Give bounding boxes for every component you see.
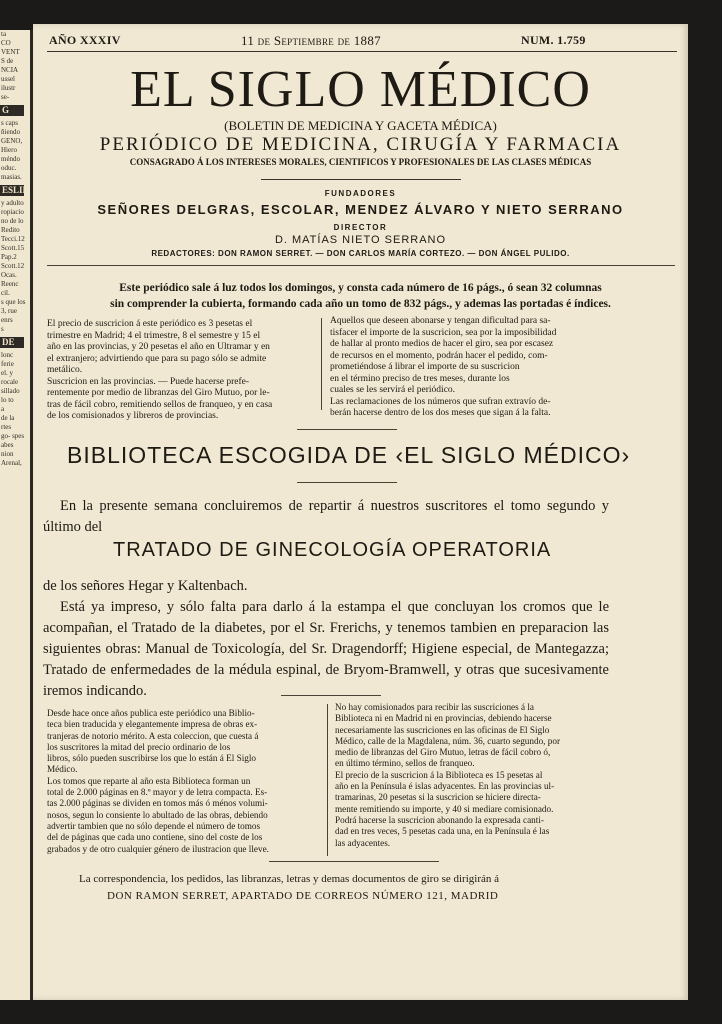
terms-left-line: rentemente por medio de libranzas del Giro Mutuo, por le- <box>47 388 270 398</box>
masthead-bottom-rule <box>47 265 675 266</box>
edge-fragment: cil. <box>1 289 10 297</box>
redactores-line: REDACTORES: DON RAMON SERRET. — DON CARLOS MARÍA CORTEZO. — DON ÁNGEL PULIDO. <box>151 249 570 258</box>
edge-fragment: de la <box>1 414 15 422</box>
biblioteca-body: Está ya impreso, y sólo falta para darlo á la estampa el que concluyan los cromos que le acompañan, el Tratado de la diabetes, por el Sr. Frerichs, y tenemos tambien en preparacion las siguientes obras: Manual de Toxicología, del Sr. Dragendorff; Higiene especial, de Mantegazza; Tratado de enfermedades de la médula espinal, de Bryom-Bramwell, y otras que sucesivamente iremos indicando. <box>43 599 609 699</box>
terms-left-line: El precio de suscricion á este periódico es 3 pesetas el <box>47 319 253 329</box>
edge-fragment: CO <box>1 39 11 47</box>
bottom-divider <box>327 704 328 856</box>
edge-fragment: DE <box>0 337 24 348</box>
biblioteca-left-line: nosos, segun lo consiente lo abultado de las obras, debiendo <box>47 809 268 820</box>
edge-fragment: VENT <box>1 48 20 56</box>
edge-fragment: lo to <box>1 396 14 404</box>
masthead-periodico: PERIÓDICO DE MEDICINA, CIRUGÍA Y FARMACIA <box>99 134 622 155</box>
terms-right-line: prometiéndose á librar el importe de su suscricion <box>330 362 520 372</box>
biblioteca-right-line: Podrá hacerse la suscricion abonando la expresada canti- <box>335 814 544 825</box>
biblioteca-heading: BIBLIOTECA ESCOGIDA DE ‹EL SIGLO MÉDICO› <box>67 442 631 468</box>
edge-fragment: s <box>1 325 4 333</box>
masthead-rule <box>261 179 461 180</box>
edge-fragment: ferie <box>1 360 14 368</box>
edge-fragment: oduc. <box>1 164 17 172</box>
edge-fragment: s que los <box>1 298 26 306</box>
biblioteca-left-line: Los tomos que reparte al año esta Biblioteca forman un <box>47 775 251 786</box>
section-rule-lower <box>281 695 381 696</box>
edge-fragment: ilustr <box>1 84 16 92</box>
edge-fragment: Arenal, <box>1 459 22 467</box>
terms-right-line: de recursos en el momento, podrán hacer el pedido, com- <box>330 350 548 361</box>
biblioteca-left-line: del de páginas que cada uno contiene, sino del coste de los <box>47 832 263 843</box>
terms-right-line: Las reclamaciones de los números que sufran extravío de- <box>330 396 551 407</box>
biblioteca-left-column <box>47 708 319 855</box>
intro-line-2: sin comprender la cubierta, formando cada año un tomo de 832 págs., y ademas las portadas é índices. <box>110 298 611 310</box>
issue-date: 11 de Septiembre de 1887 <box>241 33 381 48</box>
biblioteca-right-line: tramarinas, 20 pesetas si la suscricion se hiciere directa- <box>335 792 541 803</box>
edge-fragment: NCIA <box>1 66 19 74</box>
biblioteca-left-line: Desde hace once años publica este periódico una Biblio- <box>47 708 255 718</box>
edge-fragment: ESLIE <box>2 185 29 195</box>
biblioteca-left-line: tranjeras de notorio mérito. A esta coleccion, que cuesta á <box>47 730 259 741</box>
biblioteca-right-line: No hay comisionados para recibir las suscriciones á la <box>335 702 534 712</box>
terms-left-line: año en las provincias, y 20 pesetas el año en Ultramar y en <box>47 342 270 352</box>
footer-rule <box>269 861 439 862</box>
masthead-title: EL SIGLO MÉDICO <box>130 61 591 118</box>
biblioteca-left-line: los suscritores la mitad del precio ordinario de los <box>47 741 231 752</box>
terms-left-column <box>47 319 315 423</box>
terms-right-line: de hallar al pronto medios de hacer el giro, sea por escasez <box>330 339 554 349</box>
edge-fragment: Hiero <box>1 146 17 154</box>
edge-fragment: nion <box>1 450 14 458</box>
terms-right-line: tisfacer el importe de la suscricion, sea por la imposibilidad <box>330 327 557 338</box>
biblioteca-right-column <box>335 702 611 849</box>
biblioteca-authors: de los señores Hegar y Kaltenbach. <box>43 578 248 594</box>
biblioteca-intro: En la presente semana concluiremos de repartir á nuestros suscritores el tomo segundo y último del <box>43 498 609 535</box>
edge-fragment: rtes <box>1 423 12 431</box>
edge-fragment: enrs <box>1 316 13 324</box>
edge-fragment: el. y <box>1 369 14 377</box>
edge-fragment: s caps <box>1 119 18 127</box>
biblioteca-left-line: teca bien traducida y elegantemente impresa de obras ex- <box>47 719 258 730</box>
footer-line-2: DON RAMON SERRET, APARTADO DE CORREOS NÚMERO 121, MADRID <box>107 890 499 902</box>
edge-fragment: 3, rue <box>1 307 17 315</box>
terms-left-line: trimestre en Madrid; 4 el trimestre, 8 el semestre y 15 el <box>47 330 261 341</box>
edge-fragment: GENO, <box>1 137 23 145</box>
biblioteca-right-line: El precio de la suscricion á la Biblioteca es 15 pesetas al <box>335 769 543 780</box>
tratado-title: TRATADO DE GINECOLOGÍA OPERATORIA <box>113 539 552 561</box>
edge-fragment: Reenc <box>1 280 19 288</box>
biblioteca-right-line: medio de libranzas del Giro Mutuo, letras de fácil cobro ó, <box>335 747 551 758</box>
biblioteca-right-line: las adyacentes. <box>335 837 391 848</box>
masthead-subtitle: (BOLETIN DE MEDICINA Y GACETA MÉDICA) <box>224 118 497 133</box>
edge-fragment: ta <box>1 30 7 38</box>
edge-fragment: no de lo <box>1 217 24 225</box>
terms-left-line: de los comisionados y libreros de provincias. <box>47 411 219 421</box>
edge-fragment: Pap.2 <box>1 253 17 261</box>
terms-left-line: tras de fácil cobro, remitiendo sellos de franqueo, y en casa <box>47 399 273 410</box>
edge-fragment: masias. <box>1 173 22 181</box>
terms-right-line: en el término preciso de tres meses, durante los <box>330 373 510 384</box>
terms-right-line: cuales se les servirá el periódico. <box>330 385 456 395</box>
biblioteca-right-line: dad en tres veces, 5 pesetas cada una, en la Península é las <box>335 826 550 837</box>
biblioteca-left-line: advertir tambien que no sólo depende el número de tomos <box>47 820 261 831</box>
edge-fragment: G <box>0 105 24 116</box>
biblioteca-left-line: libros, sólo pueden suscribirse los que lo están á El Siglo <box>47 753 256 764</box>
terms-divider <box>321 318 322 410</box>
intro-line-1: Este periódico sale á luz todos los domingos, y consta cada número de 16 págs., ó sean 32 columnas <box>119 282 602 294</box>
edge-fragment: rocale <box>1 378 19 386</box>
terms-left-line: metálico. <box>47 365 83 375</box>
edge-fragment: ñiendo <box>1 128 21 136</box>
biblioteca-left-line: Médico. <box>47 764 78 775</box>
biblioteca-left-line: tas 2.000 páginas se dividen en tomos más ó ménos volumi- <box>47 798 268 809</box>
biblioteca-right-line: Biblioteca ni en Madrid ni en provincias, debiendo hacerse <box>335 713 552 724</box>
biblioteca-right-line: año en la Península é islas adyacentes. En las provincias ul- <box>335 781 555 792</box>
section-rule-bottom <box>297 482 397 483</box>
biblioteca-left-line: grabados y de otro cualquier género de ilustracion que lleve. <box>47 843 269 854</box>
biblioteca-right-line: mente remitiendo su importe, y 40 si mediare comisionado. <box>335 803 554 814</box>
masthead-consagrado: CONSAGRADO Á LOS INTERESES MORALES, CIENTIFICOS Y PROFESIONALES DE LAS CLASES MÉDICAS <box>129 157 592 167</box>
biblioteca-right-line: en último término, sellos de franqueo. <box>335 758 475 769</box>
terms-left-line: Suscricion en las provincias. — Puede hacerse prefe- <box>47 376 250 387</box>
edge-fragment: go- spes <box>1 432 25 440</box>
edge-fragment: se- <box>1 93 10 101</box>
edge-fragment: y adulto <box>1 199 24 207</box>
edge-fragment: sillado <box>1 387 20 395</box>
terms-right-line: berán hacerse dentro de los dos meses que sigan á la falta. <box>330 408 551 418</box>
edge-fragment: Ocas. <box>1 271 17 279</box>
edge-fragment: a <box>1 405 5 413</box>
edge-fragment: Scott.12 <box>1 262 25 270</box>
terms-left-line: el extranjero; advirtiendo que para su pago sólo se admite <box>47 353 267 364</box>
edge-fragment: Scott.15 <box>1 244 25 252</box>
terms-right-line: Aquellos que deseen abonarse y tengan dificultad para sa- <box>330 316 551 326</box>
newspaper-page <box>33 24 688 1000</box>
biblioteca-right-line: Médico, calle de la Magdalena, núm. 36, cuarto segundo, por <box>335 735 561 746</box>
fundadores-names: SEÑORES DELGRAS, ESCOLAR, MENDEZ ÁLVARO Y NIETO SERRANO <box>97 202 624 217</box>
edge-fragment: S de <box>1 57 14 65</box>
adjacent-page-edge <box>0 30 33 1000</box>
edge-fragment: Tecci.12 <box>1 235 25 243</box>
header-rule <box>47 51 677 52</box>
biblioteca-right-line: necesariamente las suscriciones en las oficinas de El Siglo <box>335 724 550 735</box>
issue-number: NUM. 1.759 <box>521 33 586 47</box>
edge-fragment: ussel <box>1 75 15 83</box>
edge-fragment: ropiacio <box>1 208 24 216</box>
director-name: D. MATÍAS NIETO SERRANO <box>274 234 447 246</box>
edge-fragment: lonc <box>1 351 14 359</box>
terms-right-column <box>330 316 606 420</box>
intro-notice <box>33 280 688 312</box>
edge-fragment: méndo <box>1 155 21 163</box>
issue-year: AÑO XXXIV <box>49 33 121 47</box>
biblioteca-left-line: total de 2.000 páginas en 8.º mayor y de letra compacta. Es- <box>47 787 268 798</box>
edge-fragment: abes <box>1 441 14 449</box>
fundadores-label: FUNDADORES <box>324 189 397 198</box>
edge-fragment: Redito <box>1 226 20 234</box>
footer-line-1: La correspondencia, los pedidos, las libranzas, letras y demas documentos de giro se dirigirán á <box>79 873 500 885</box>
section-rule-top <box>297 429 397 430</box>
director-label: DIRECTOR <box>333 223 388 232</box>
